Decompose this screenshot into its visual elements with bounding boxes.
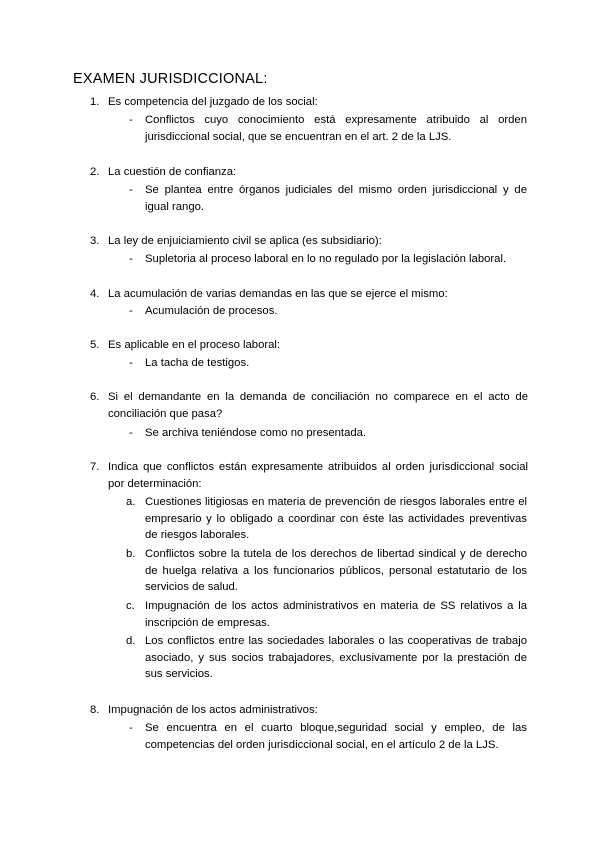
answer-text: Se encuentra en el cuarto bloque,seguridad social y empleo, de las competencias del orden jurisdiccional social, en el artículo 2 de la LJS. xyxy=(145,722,527,751)
question-text: La cuestión de confianza: xyxy=(108,166,237,178)
question-text: Impugnación de los actos administrativos: xyxy=(108,704,318,716)
subitem-letter: b. xyxy=(126,548,136,560)
bullet-dash: - xyxy=(129,114,133,126)
page-title: EXAMEN JURISDICCIONAL: xyxy=(73,71,268,87)
question-number: 1. xyxy=(90,96,100,108)
bullet-dash: - xyxy=(129,184,133,196)
subitem-text: Cuestiones litigiosas en materia de prevención de riesgos laborales entre el empresario y lo obligado a coordinar con éste las actividades preventivas de riesgos laborales. xyxy=(145,496,527,541)
bullet-dash: - xyxy=(129,722,133,734)
subitem-text: Los conflictos entre las sociedades laborales o las cooperativas de trabajo asociado, y sus socios trabajadores, exclusivamente por la prestación de sus servicios. xyxy=(145,635,527,680)
question-number: 2. xyxy=(90,166,100,178)
question-number: 4. xyxy=(90,288,100,300)
question-text: Es competencia del juzgado de los social: xyxy=(108,96,318,108)
bullet-dash: - xyxy=(129,357,133,369)
answer-text: Supletoria al proceso laboral en lo no regulado por la legislación laboral. xyxy=(145,253,507,265)
question-number: 7. xyxy=(90,461,100,473)
subitem-letter: c. xyxy=(126,600,135,612)
question-text: Indica que conflictos están expresamente atribuidos al orden jurisdiccional social por determinación: xyxy=(108,461,528,490)
answer-text: Se archiva teniéndose como no presentada. xyxy=(145,427,367,439)
question-text: Es aplicable en el proceso laboral: xyxy=(108,339,281,351)
subitem-text: Conflictos sobre la tutela de los derechos de libertad sindical y de derecho de huelga relativa a los funcionarios públicos, personal estatutario de los servicios de salud. xyxy=(145,548,527,593)
question-number: 3. xyxy=(90,235,100,247)
bullet-dash: - xyxy=(129,427,133,439)
question-text: La acumulación de varias demandas en las que se ejerce el mismo: xyxy=(108,288,448,300)
bullet-dash: - xyxy=(129,305,133,317)
question-number: 5. xyxy=(90,339,100,351)
answer-text: La tacha de testigos. xyxy=(145,357,250,369)
question-text: Si el demandante en la demanda de conciliación no comparece en el acto de conciliación que pasa? xyxy=(108,391,528,420)
bullet-dash: - xyxy=(129,253,133,265)
subitem-text: Impugnación de los actos administrativos en materia de SS relativos a la inscripción de empresas. xyxy=(145,600,527,629)
subitem-letter: a. xyxy=(126,496,136,508)
question-number: 8. xyxy=(90,704,100,716)
question-number: 6. xyxy=(90,391,100,403)
answer-text: Conflictos cuyo conocimiento está expresamente atribuido al orden jurisdiccional social, que se encuentran en el art. 2 de la LJS. xyxy=(145,114,527,143)
answer-text: Acumulación de procesos. xyxy=(145,305,278,317)
answer-text: Se plantea entre órganos judiciales del mismo orden jurisdiccional y de igual rango. xyxy=(145,184,527,213)
question-text: La ley de enjuiciamiento civil se aplica (es subsidiario): xyxy=(108,235,382,247)
subitem-letter: d. xyxy=(126,635,136,647)
